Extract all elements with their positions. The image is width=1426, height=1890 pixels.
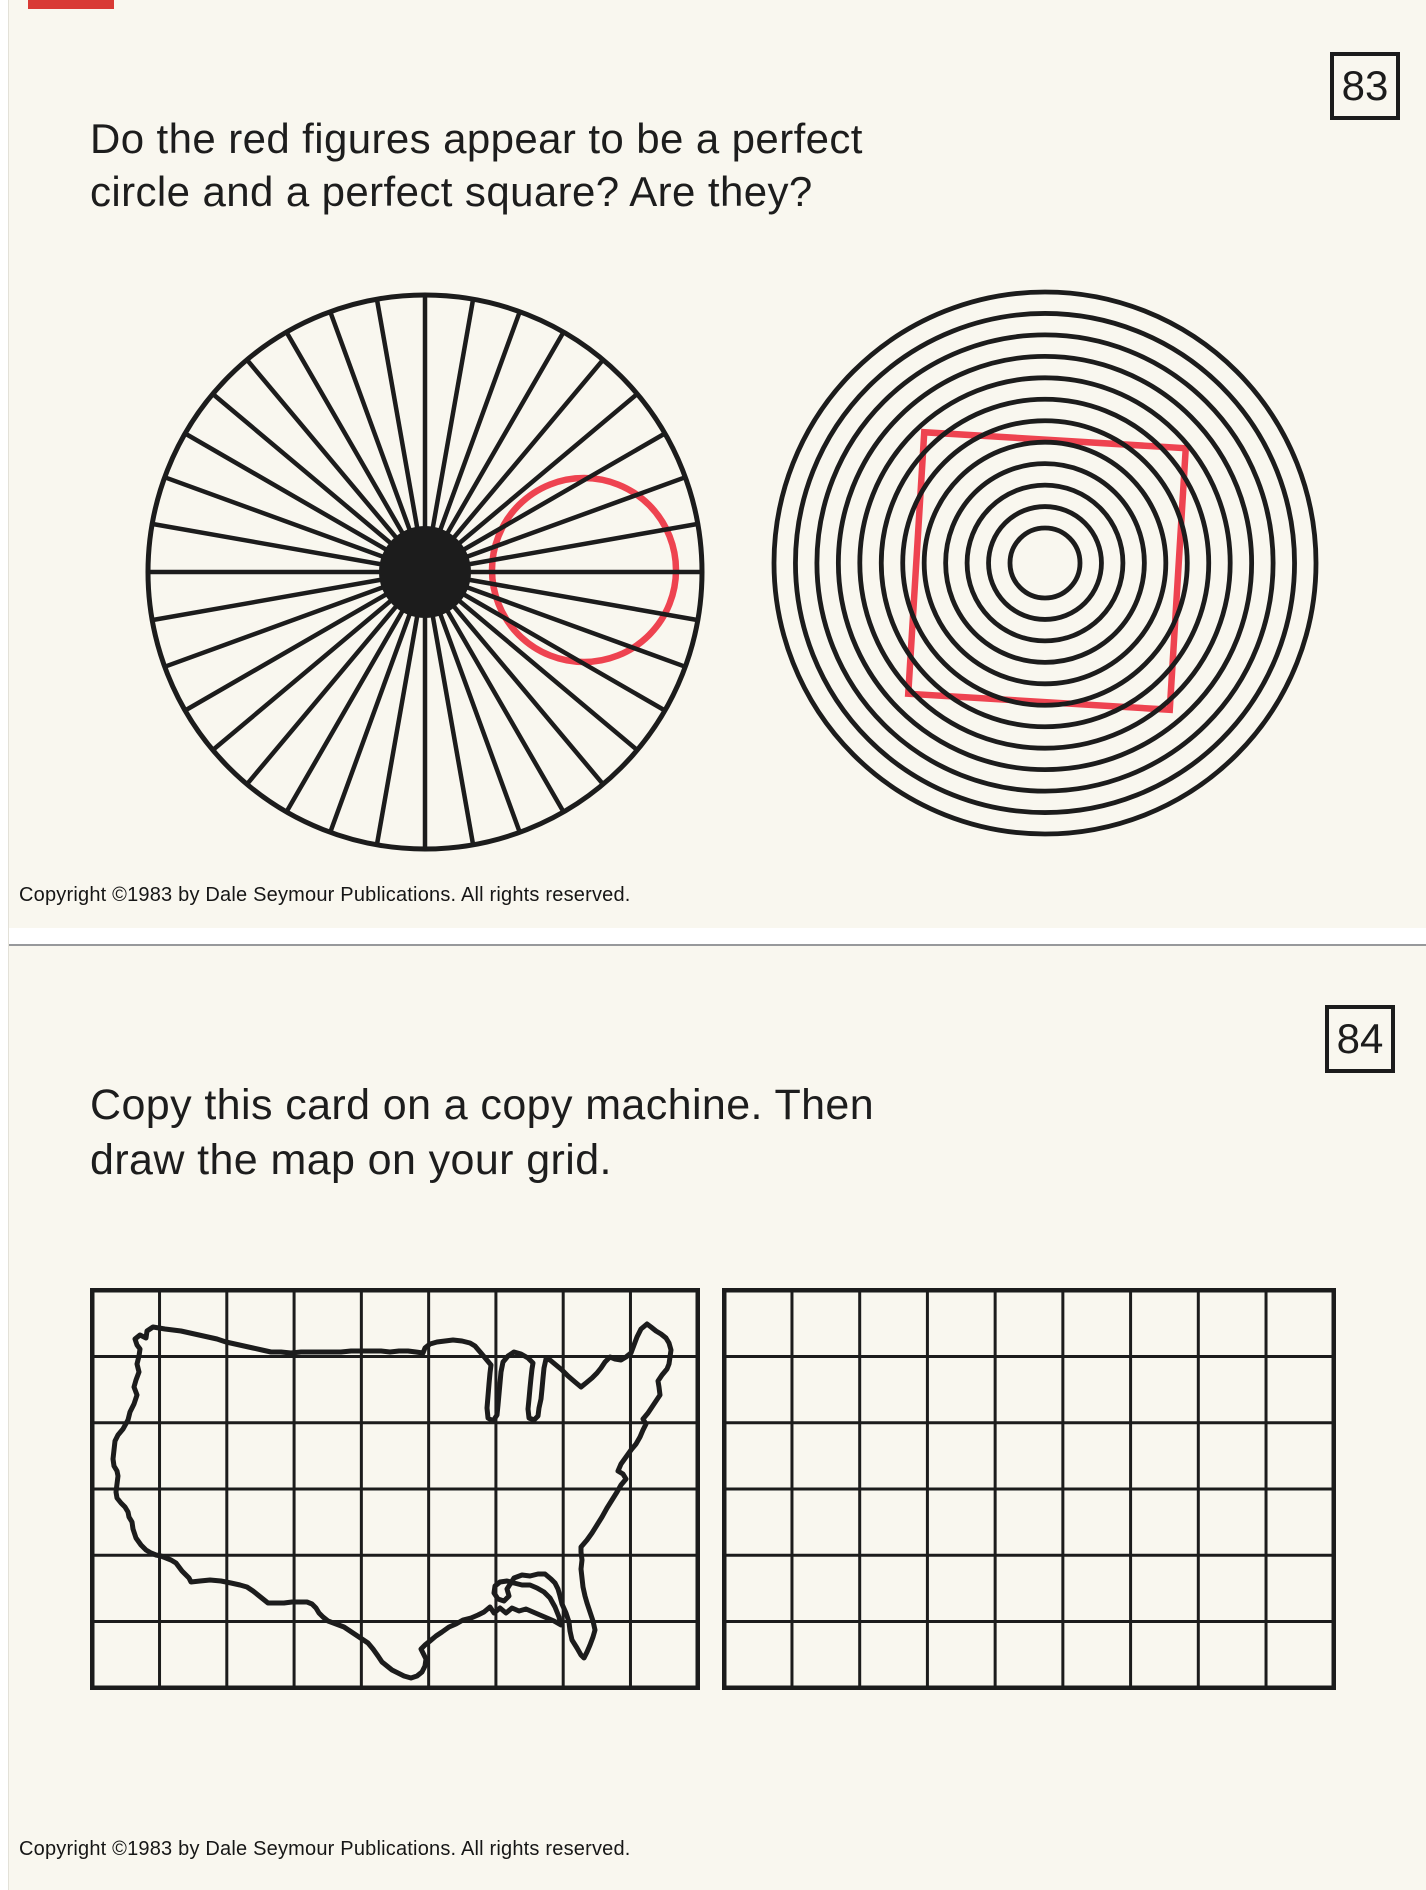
card-number-badge — [1325, 1005, 1395, 1073]
instruction-line-1: Copy this card on a copy machine. Then — [90, 1081, 875, 1129]
copyright-line: Copyright ©1983 by Dale Seymour Publications. All rights reserved. — [19, 1838, 631, 1860]
question-line-2: circle and a perfect square? Are they? — [90, 168, 813, 215]
us-map-outline — [113, 1324, 671, 1678]
concentric-ring — [989, 507, 1102, 620]
radial-spokes-illusion-figure — [125, 272, 725, 872]
scan-margin-strip — [0, 0, 9, 1890]
us-map-on-grid-figure — [90, 1288, 700, 1690]
copyright-line: Copyright ©1983 by Dale Seymour Publications. All rights reserved. — [19, 884, 631, 906]
card-84 — [0, 946, 1426, 1890]
concentric-ring — [817, 335, 1273, 791]
card-number: 84 — [1336, 1015, 1384, 1062]
empty-copy-grid-figure — [722, 1288, 1336, 1690]
concentric-ring — [924, 442, 1166, 684]
card-instruction-text — [90, 1078, 874, 1188]
concentric-circles-illusion-figure — [755, 273, 1335, 853]
card-number: 83 — [1341, 62, 1389, 109]
concentric-ring — [1010, 528, 1080, 598]
question-line-1: Do the red figures appear to be a perfect — [90, 115, 863, 162]
concentric-ring — [795, 313, 1294, 812]
concentric-ring — [774, 292, 1316, 834]
concentric-ring — [881, 399, 1208, 726]
card-edge-gap — [0, 928, 1426, 944]
instruction-line-2: draw the map on your grid. — [90, 1136, 612, 1184]
card-question-text — [90, 112, 863, 218]
scan-red-artifact — [28, 0, 114, 9]
black-hub-dot — [379, 526, 471, 618]
card-83 — [0, 0, 1426, 928]
concentric-ring — [946, 464, 1145, 663]
card-number-badge — [1330, 52, 1400, 120]
